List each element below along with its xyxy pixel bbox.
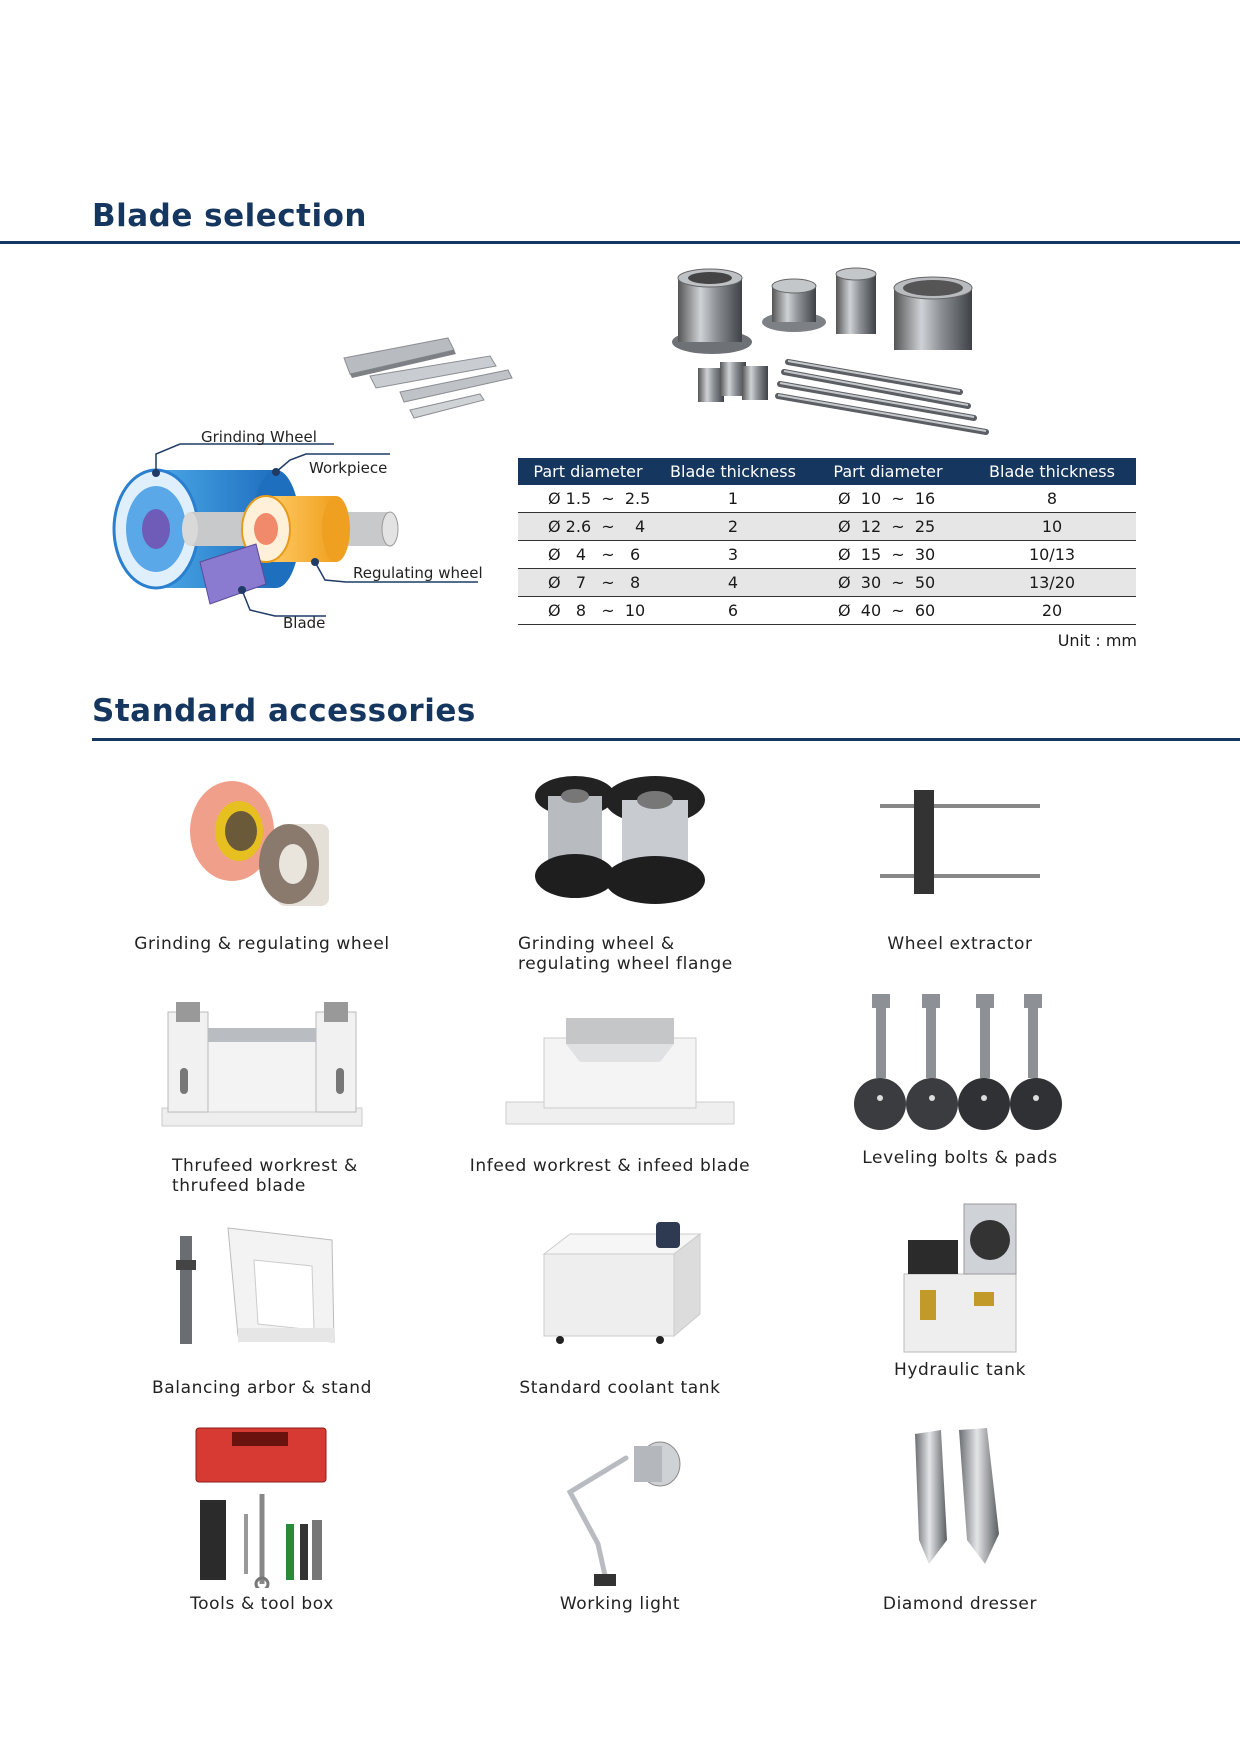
blade-thickness-table — [518, 458, 1136, 625]
accessory-label-line: thrufeed blade — [172, 1176, 306, 1196]
coolant-tank-icon — [530, 1220, 710, 1350]
table-cell: 1 — [658, 485, 808, 513]
accessory-label: Infeed workrest & infeed blade — [469, 1156, 751, 1176]
working-light-icon — [550, 1424, 690, 1588]
accessory-label: Leveling bolts & pads — [862, 1148, 1058, 1168]
accessory-label: Standard coolant tank — [519, 1378, 721, 1398]
accessory-item — [460, 998, 780, 1176]
table-cell: 20 — [968, 597, 1136, 625]
flange-icon — [520, 776, 720, 906]
accessory-item — [460, 776, 780, 974]
accessory-label: Wheel extractor — [887, 934, 1033, 954]
accessory-label-line: Thrufeed workrest & — [172, 1156, 358, 1176]
wheels-icon — [177, 776, 347, 906]
table-header-row — [518, 458, 1136, 485]
diamond-dresser-icon — [895, 1424, 1025, 1574]
thrufeed-workrest-icon — [152, 998, 372, 1133]
hydraulic-tank-icon — [890, 1200, 1030, 1360]
table-cell: Ø 10 ~ 16 — [808, 485, 968, 513]
table-row — [518, 569, 1136, 597]
column-header: Blade thickness — [658, 458, 808, 485]
accessory-item — [800, 990, 1120, 1168]
blades-photo — [340, 330, 515, 430]
table-cell: Ø 8 ~ 10 — [518, 597, 658, 625]
unit-note: Unit : mm — [1057, 631, 1137, 650]
label-workpiece: Workpiece — [309, 459, 388, 477]
table-cell: Ø 30 ~ 50 — [808, 569, 968, 597]
section-divider — [0, 241, 1240, 244]
leveling-bolts-icon — [852, 990, 1068, 1130]
section-divider — [92, 738, 1240, 741]
accessory-item — [102, 998, 422, 1196]
accessory-item — [460, 1220, 780, 1398]
label-grinding-wheel: Grinding Wheel — [201, 428, 317, 446]
table-cell: 3 — [658, 541, 808, 569]
accessory-item — [102, 1424, 422, 1614]
balancing-arbor-icon — [162, 1220, 362, 1350]
toolbox-icon — [192, 1424, 332, 1588]
accessory-label: Tools & tool box — [190, 1594, 334, 1614]
table-row — [518, 513, 1136, 541]
accessory-label-line: regulating wheel flange — [518, 954, 733, 974]
column-header: Part diameter — [808, 458, 968, 485]
accessory-label: Diamond dresser — [882, 1594, 1038, 1614]
label-regulating-wheel: Regulating wheel — [353, 564, 483, 582]
table-cell: 10/13 — [968, 541, 1136, 569]
table-row — [518, 485, 1136, 513]
table-cell: Ø 1.5 ~ 2.5 — [518, 485, 658, 513]
infeed-workrest-icon — [500, 998, 740, 1133]
workpieces-photo — [668, 266, 1000, 436]
accessory-label-line: Grinding wheel & — [518, 934, 675, 954]
table-cell: Ø 4 ~ 6 — [518, 541, 658, 569]
table-cell: 8 — [968, 485, 1136, 513]
table-cell: Ø 2.6 ~ 4 — [518, 513, 658, 541]
column-header: Blade thickness — [968, 458, 1136, 485]
table-cell: Ø 40 ~ 60 — [808, 597, 968, 625]
table-cell: 2 — [658, 513, 808, 541]
table-row — [518, 597, 1136, 625]
table-cell: 4 — [658, 569, 808, 597]
centerless-grinding-diagram — [110, 420, 490, 645]
accessory-item — [460, 1424, 780, 1614]
section-title-standard-accessories: Standard accessories — [92, 693, 476, 729]
accessory-label — [460, 934, 780, 974]
accessory-item — [800, 1200, 1120, 1380]
accessory-label: Balancing arbor & stand — [152, 1378, 372, 1398]
section-title-blade-selection: Blade selection — [92, 198, 367, 234]
column-header: Part diameter — [518, 458, 658, 485]
table-cell: 6 — [658, 597, 808, 625]
accessory-item — [102, 776, 422, 954]
table-cell: Ø 12 ~ 25 — [808, 513, 968, 541]
accessory-item — [102, 1220, 422, 1398]
extractor-icon — [870, 776, 1050, 896]
table-cell: 10 — [968, 513, 1136, 541]
accessory-item — [800, 1424, 1120, 1614]
table-cell: Ø 7 ~ 8 — [518, 569, 658, 597]
accessory-label — [102, 1156, 422, 1196]
accessory-label: Working light — [559, 1594, 681, 1614]
table-cell: 13/20 — [968, 569, 1136, 597]
table-row — [518, 541, 1136, 569]
label-blade: Blade — [283, 614, 326, 632]
table-cell: Ø 15 ~ 30 — [808, 541, 968, 569]
accessory-label: Grinding & regulating wheel — [134, 934, 390, 954]
accessory-label: Hydraulic tank — [893, 1360, 1027, 1380]
accessory-item — [800, 776, 1120, 954]
